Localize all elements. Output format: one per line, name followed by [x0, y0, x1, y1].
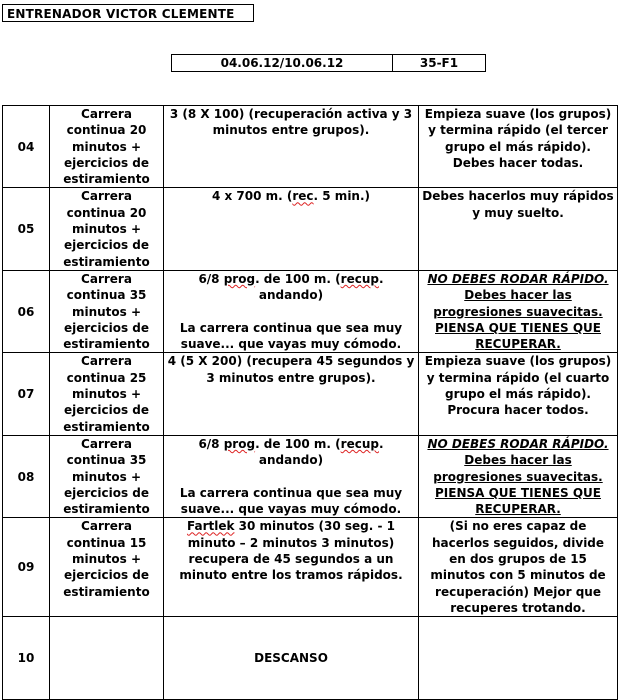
- day-cell: 08: [3, 435, 50, 517]
- workout-cell: 6/8 prog. de 100 m. (recup. andando) La carrera continua que sea muy suave... que vayas muy cómodo.: [164, 435, 419, 517]
- recover-text: PIENSA QUE TIENES QUE RECUPERAR.: [435, 320, 601, 352]
- table-row: [3, 518, 618, 617]
- notes-cell: Debes hacerlos muy rápidos y muy suelto.: [419, 188, 618, 270]
- table-row: [3, 106, 618, 188]
- run-cell: [50, 617, 164, 700]
- workout-cell: Fartlek 30 minutos (30 seg. - 1 minuto – 2 minutos 3 minutos) recupera de 45 segundos a un minuto entre los tramos rápidos.: [164, 518, 419, 617]
- week-dates: 04.06.12/10.06.12: [172, 55, 393, 71]
- notes-cell: [419, 617, 618, 700]
- run-cell: Carrera continua 15 minutos + ejercicios de estiramiento: [50, 518, 164, 617]
- workout-cell: 4 (5 X 200) (recupera 45 segundos y 3 minutos entre grupos).: [164, 353, 419, 435]
- run-cell: Carrera continua 35 minutos + ejercicios de estiramiento: [50, 435, 164, 517]
- run-cell: Carrera continua 20 minutos + ejercicios de estiramiento: [50, 106, 164, 188]
- recover-text: PIENSA QUE TIENES QUE RECUPERAR.: [435, 485, 601, 517]
- run-cell: Carrera continua 20 minutos + ejercicios de estiramiento: [50, 188, 164, 270]
- notes-cell: (Si no eres capaz de hacerlos seguidos, divide en dos grupos de 15 minutos con 5 minutos de recuperación) Mejor que recuperes trotando.: [419, 518, 618, 617]
- run-cell: Carrera continua 25 minutos + ejercicios de estiramiento: [50, 353, 164, 435]
- notes-cell: Empieza suave (los grupos) y termina rápido (el tercer grupo el más rápido). Debes hacer todas.: [419, 106, 618, 188]
- notes-cell: NO DEBES RODAR RÁPIDO. Debes hacer las progresiones suavecitas. PIENSA QUE TIENES QUE RECUPERAR.: [419, 435, 618, 517]
- table-row: [3, 353, 618, 435]
- table-row: [3, 435, 618, 517]
- workout-note: La carrera continua que sea muy suave... que vayas muy cómodo.: [179, 320, 403, 351]
- training-table: [2, 105, 618, 700]
- day-cell: 04: [3, 106, 50, 188]
- run-cell: Carrera continua 35 minutos + ejercicios de estiramiento: [50, 270, 164, 352]
- workout-cell: 6/8 prog. de 100 m. (recup. andando) La carrera continua que sea muy suave... que vayas muy cómodo.: [164, 270, 419, 352]
- plan-code: 35-F1: [419, 56, 459, 70]
- day-cell: 06: [3, 270, 50, 352]
- week-header: [171, 54, 486, 72]
- day-cell: 07: [3, 353, 50, 435]
- table-row: [3, 270, 618, 352]
- table-row: [3, 617, 618, 700]
- workout-cell: 4 x 700 m. (rec. 5 min.): [164, 188, 419, 270]
- day-cell: 09: [3, 518, 50, 617]
- workout-note: La carrera continua que sea muy suave... que vayas muy cómodo.: [179, 485, 403, 516]
- warning-text: NO DEBES RODAR RÁPIDO.: [427, 436, 609, 451]
- day-cell: 05: [3, 188, 50, 270]
- workout-cell: 3 (8 X 100) (recuperación activa y 3 minutos entre grupos).: [164, 106, 419, 188]
- table-row: [3, 188, 618, 270]
- warning-text: NO DEBES RODAR RÁPIDO.: [427, 271, 609, 286]
- day-cell: 10: [3, 617, 50, 700]
- coach-title: ENTRENADOR VICTOR CLEMENTE: [2, 4, 254, 22]
- rest-cell: DESCANSO: [164, 617, 419, 700]
- notes-cell: NO DEBES RODAR RÁPIDO. Debes hacer las progresiones suavecitas. PIENSA QUE TIENES QUE RECUPERAR.: [419, 270, 618, 352]
- notes-cell: Empieza suave (los grupos) y termina rápido (el cuarto grupo el más rápido). Procura hacer todos.: [419, 353, 618, 435]
